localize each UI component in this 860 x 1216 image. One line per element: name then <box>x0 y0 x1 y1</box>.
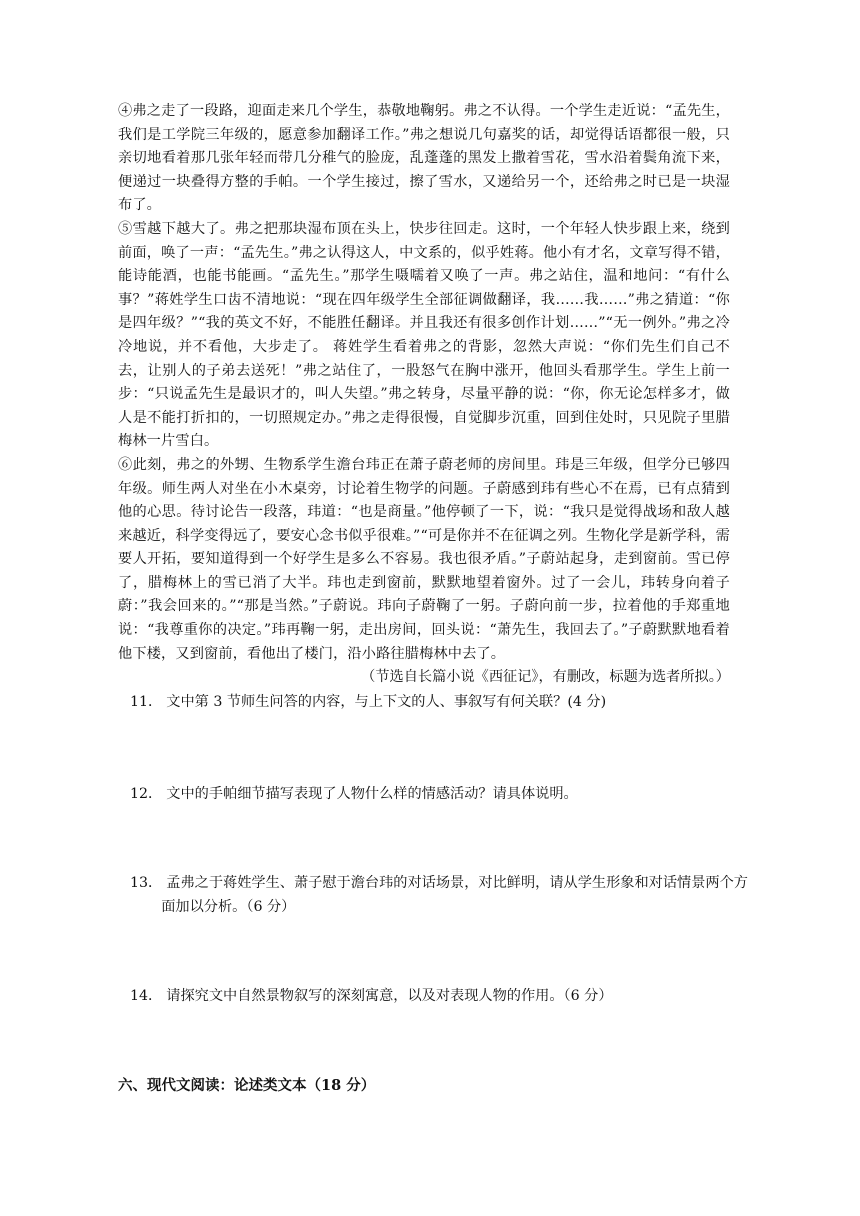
passage-paragraph-5: ⑤雪越下越大了。弗之把那块湿布顶在头上，快步往回走。这时，一个年轻人快步跟上来，绕到前面，唤了一声：“孟先生。”弗之认得这人，中文系的，似乎姓蒋。他小有才名，文章写得不错，能诗能酒，也能书能画。“孟先生。”那学生嗫嚅着又唤了一声。弗之站住，温和地问：“有什么事？”蒋姓学生口齿不清地说：“现在四年级学生全部征调做翻译，我……我……”弗之猜道：“你是四年级？”“我的英文不好，不能胜任翻译。并且我还有很多创作计划……”“无一例外。”弗之冷冷地说，并不看他，大步走了。 蒋姓学生看着弗之的背影，忽然大声说：“你们先生们自己不去，让别人的子弟去送死！”弗之站住了，一股怒气在胸中涨开，他回头看那学生。学生上前一步：“只说孟先生是最识才的，叫人失望。”弗之转身，尽量平静的说：“你，你无论怎样多才，做人是不能打折扣的，一切照规定办。”弗之走得很慢，自觉脚步沉重，回到住处时，只见院子里腊梅林一片雪白。 <box>118 220 730 450</box>
question-number: 13． <box>130 875 163 891</box>
question-text: 请探究文中自然景物叙写的深刻寓意，以及对表现人物的作用。（6 分） <box>166 988 613 1004</box>
question-text: 文中第 3 节师生问答的内容，与上下文的人、事叙写有何关联？(4 分) <box>166 694 607 710</box>
question-number: 14． <box>130 988 163 1004</box>
reading-passage <box>118 100 730 690</box>
question-number: 11． <box>130 694 163 710</box>
question-text: 孟弗之于蒋姓学生、萧子慰于澹台玮的对话场景，对比鲜明，请从学生形象和对话情景两个方面加以分析。（6 分） <box>161 875 748 915</box>
question-13 <box>130 872 761 919</box>
passage-paragraph-6: ⑥此刻，弗之的外甥、生物系学生澹台玮正在萧子蔚老师的房间里。玮是三年级，但学分已够四年级。师生两人对坐在小木桌旁，讨论着生物学的问题。子蔚感到玮有些心不在焉，已有点猜到他的心思。待讨论告一段落，玮道：“也是商量。”他停顿了一下，说：“我只是觉得战场和敌人越来越近，科学变得远了，要安心念书似乎很难。”“可是你并不在征调之列。生物化学是新学科，需要人开拓，要知道得到一个好学生是多么不容易。我也很矛盾。”子蔚站起身，走到窗前。雪已停了，腊梅林上的雪已消了大半。玮也走到窗前，默默地望着窗外。过了一会儿，玮转身向着子蔚：”我会回来的。”“那是当然。”子蔚说。玮向子蔚鞠了一躬。子蔚向前一步，拉着他的手郑重地说：“我尊重你的决定。”玮再鞠一躬，走出房间，回头说：“萧先生，我回去了。”子蔚默默地看着他下楼，又到窗前，看他出了楼门，沿小路往腊梅林中去了。 <box>118 456 730 662</box>
question-text: 文中的手帕细节描写表现了人物什么样的情感活动？请具体说明。 <box>166 786 578 802</box>
question-14 <box>130 985 730 1009</box>
source-note: （节选自长篇小说《西征记》，有删改，标题为选者所拟。） <box>361 669 730 686</box>
question-11 <box>130 691 730 715</box>
passage-paragraph-4: ④弗之走了一段路，迎面走来几个学生，恭敬地鞠躬。弗之不认得。一个学生走近说：“孟先生，我们是工学院三年级的，愿意参加翻译工作。”弗之想说几句嘉奖的话，却觉得话语都很一般，只亲切地看着那几张年轻而带几分稚气的脸庞，乱蓬蓬的黑发上撒着雪花，雪水沿着鬓角流下来，便递过一块叠得方整的手帕。一个学生接过，擦了雪水，又递给另一个，还给弗之时已是一块湿布了。 <box>118 103 730 214</box>
question-number: 12． <box>130 786 163 802</box>
section-heading: 六、现代文阅读：论述类文本（18 分） <box>118 1077 376 1094</box>
question-12 <box>130 783 730 807</box>
